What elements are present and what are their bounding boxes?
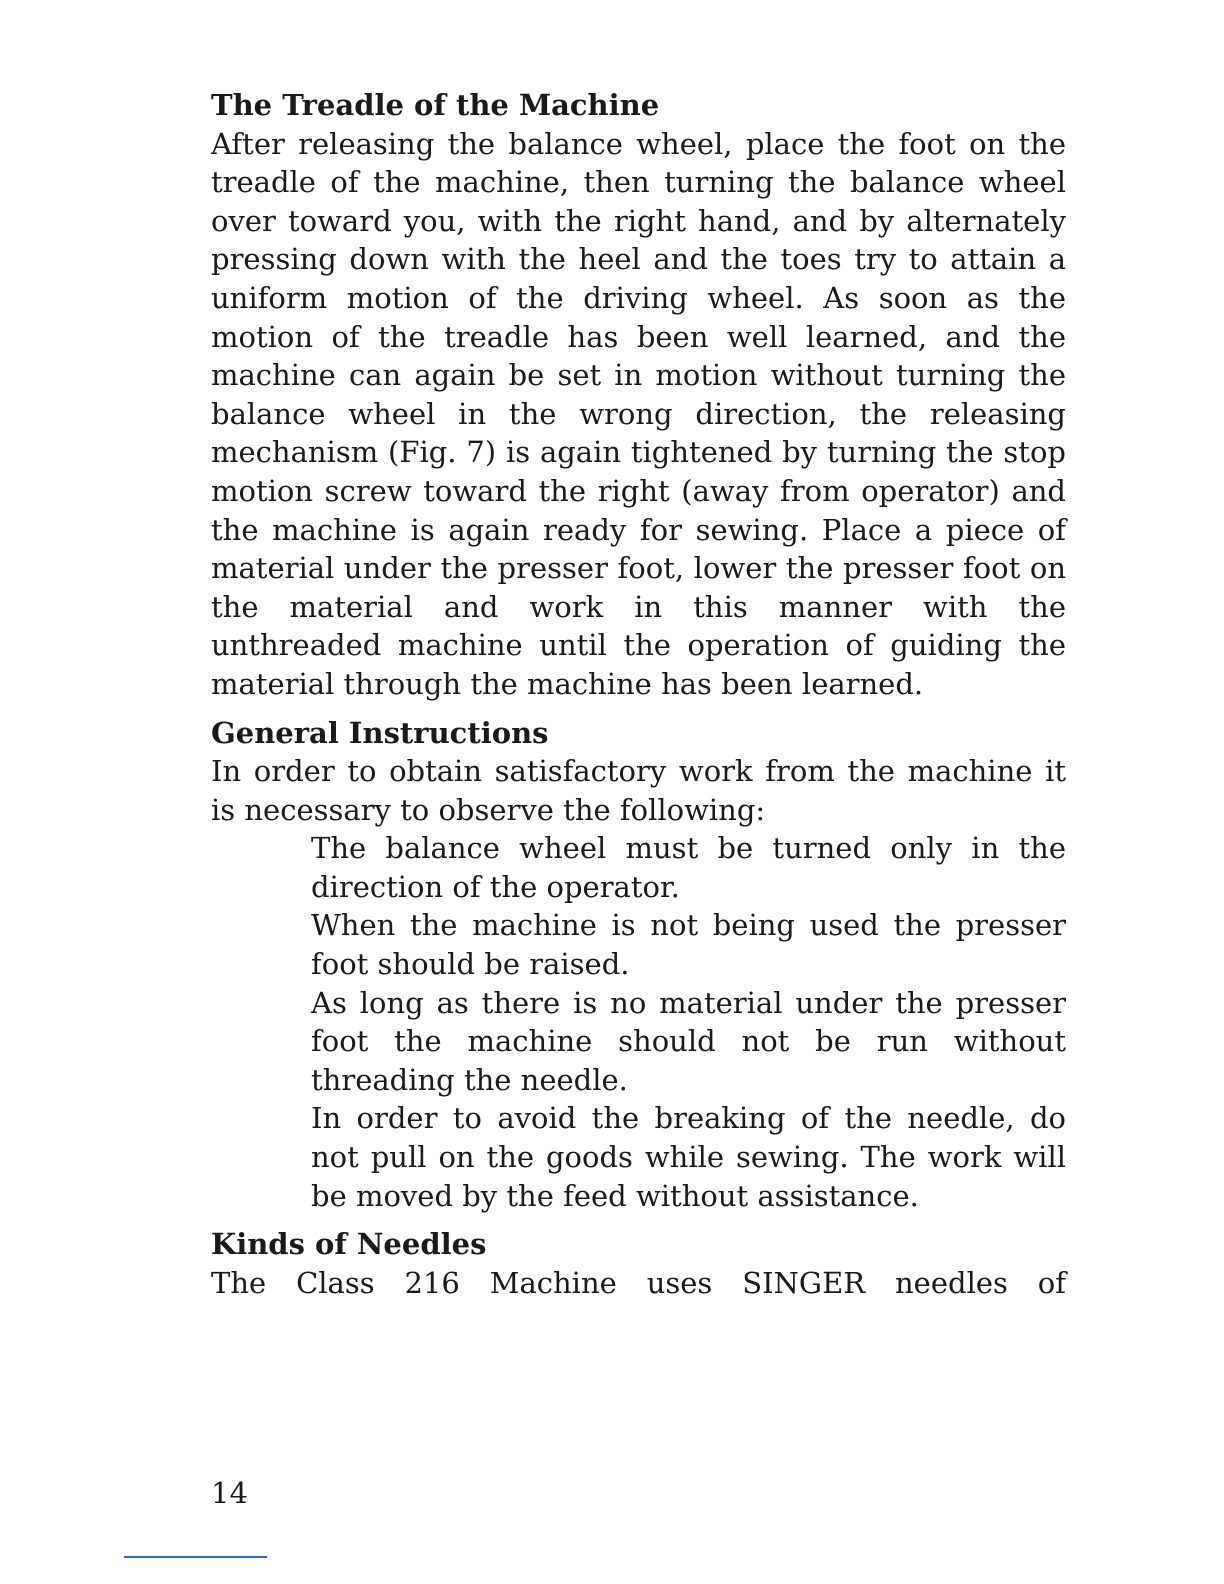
instruction-item: In order to avoid the breaking of the needle, do not pull on the goods while sewing. The work will be moved by the feed without assistance. xyxy=(311,1101,1066,1213)
section-general-instructions xyxy=(211,714,1066,1216)
section-needles xyxy=(211,1225,1066,1302)
page-number: 14 xyxy=(211,1476,248,1510)
section-body-general: In order to obtain satisfactory work from the machine it is necessary to observe the following: xyxy=(211,754,1066,827)
instruction-list xyxy=(211,829,1066,1215)
section-body-needles: The Class 216 Machine uses SINGER needles of xyxy=(211,1265,1066,1300)
section-heading-general: General Instructions xyxy=(211,715,549,750)
section-heading-treadle: The Treadle of the Machine xyxy=(211,88,660,122)
footer-rule xyxy=(124,1556,267,1558)
section-heading-needles: Kinds of Needles xyxy=(211,1227,487,1262)
instruction-item: When the machine is not being used the presser foot should be raised. xyxy=(311,908,1066,982)
instruction-item: As long as there is no material under the presser foot the machine should not be run without threading the needle. xyxy=(311,985,1066,1097)
section-treadle xyxy=(211,86,1066,704)
section-body-treadle: After releasing the balance wheel, place the foot on the treadle of the machine, then turning the balance wheel over toward you, with the right hand, and by alternately pressing down with the heel and the toes try to attain a uniform motion of the driving wheel. As soon as the motion of the treadle has been well learned, and the machine can again be set in motion without turning the balance wheel in the wrong direction, the releasing mechanism (Fig. 7) is again tightened by turning the stop motion screw toward the right (away from operator) and the machine is again ready for sewing. Place a piece of material under the presser foot, lower the presser foot on the material and work in this manner with the unthreaded machine until the operation of guiding the material through the machine has been learned. xyxy=(211,126,1066,701)
instruction-item: The balance wheel must be turned only in the direction of the operator. xyxy=(311,831,1066,904)
page-content xyxy=(211,86,1066,1312)
